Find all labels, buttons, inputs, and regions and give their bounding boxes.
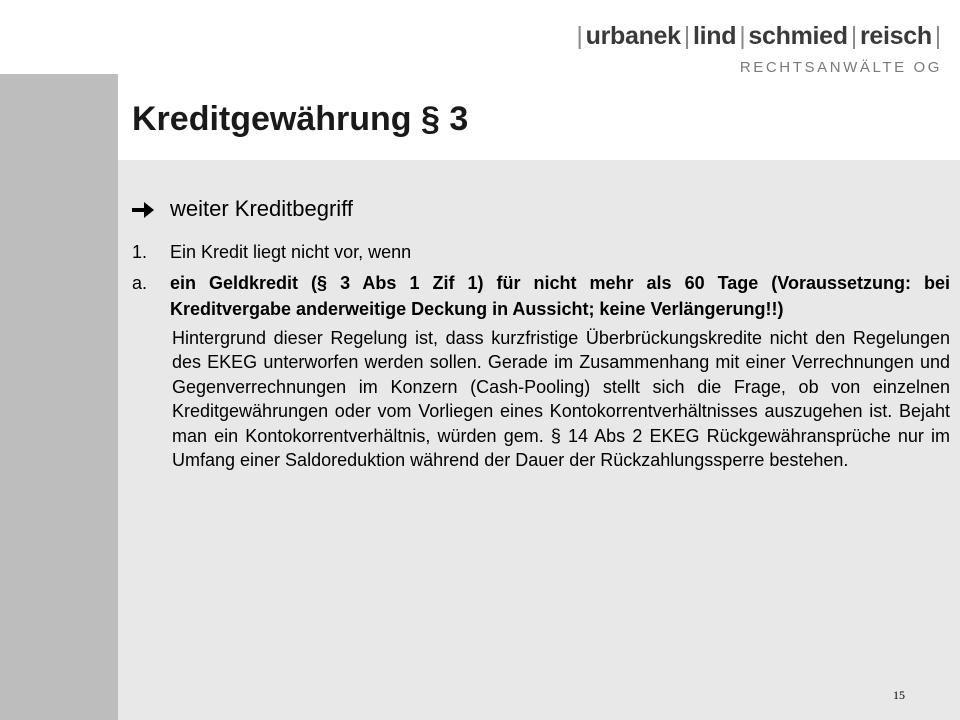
logo-separator: | — [934, 22, 941, 50]
page-number: 15 — [893, 688, 905, 702]
logo-separator: | — [850, 22, 857, 50]
firm-logo — [573, 22, 944, 76]
logo-name-urbanek: urbanek — [585, 22, 681, 50]
lettered-text: ein Geldkredit (§ 3 Abs 1 Zif 1) für nicht mehr als 60 Tage (Voraussetzung: bei Kreditvergabe anderweitige Deckung in Aussicht; keine Verlängerung!!) — [170, 273, 950, 319]
logo-separator: | — [739, 22, 746, 50]
logo-separator: | — [576, 22, 583, 50]
bullet-item — [132, 192, 950, 236]
logo-separator: | — [683, 22, 690, 50]
slide-title: Kreditgewährung § 3 — [132, 100, 469, 138]
logo-names — [573, 22, 944, 51]
bullet-text: weiter Kreditbegriff — [170, 196, 354, 221]
left-decorative-bar — [0, 74, 118, 720]
explanation-paragraph: Hintergrund dieser Regelung ist, dass kurzfristige Überbrückungskredite nicht den Regelungen des EKEG unterworfen werden sollen. Gerade im Zusammenhang mit einer Verrechnungen und Gegenverrechnungen im Konzern (Cash-Pooling) stellt sich die Frage, ob von einzelnen Kreditgewährungen oder vom Vorliegen eines Kontokorrentverhältnisses auszugehen ist. Bejaht man ein Kontokorrentverhältnis, würden gem. § 14 Abs 2 EKEG Rückgewähransprüche nur im Umfang einer Saldoreduktion während der Dauer der Rückzahlungssperre bestehen. — [172, 328, 950, 471]
slide-body — [132, 192, 950, 472]
right-arrow-icon — [132, 192, 158, 226]
logo-name-reisch: reisch — [859, 22, 932, 50]
numbered-text: Ein Kredit liegt nicht vor, wenn — [170, 242, 412, 262]
numbered-item — [132, 238, 950, 266]
lettered-marker: a. — [132, 273, 148, 293]
numbered-marker: 1. — [132, 242, 148, 262]
logo-name-lind: lind — [692, 22, 737, 50]
lettered-item-a — [132, 270, 950, 322]
logo-name-schmied: schmied — [748, 22, 848, 50]
bullet-marker — [132, 192, 170, 236]
logo-subtitle: RECHTSANWÄLTE OG — [739, 59, 942, 76]
